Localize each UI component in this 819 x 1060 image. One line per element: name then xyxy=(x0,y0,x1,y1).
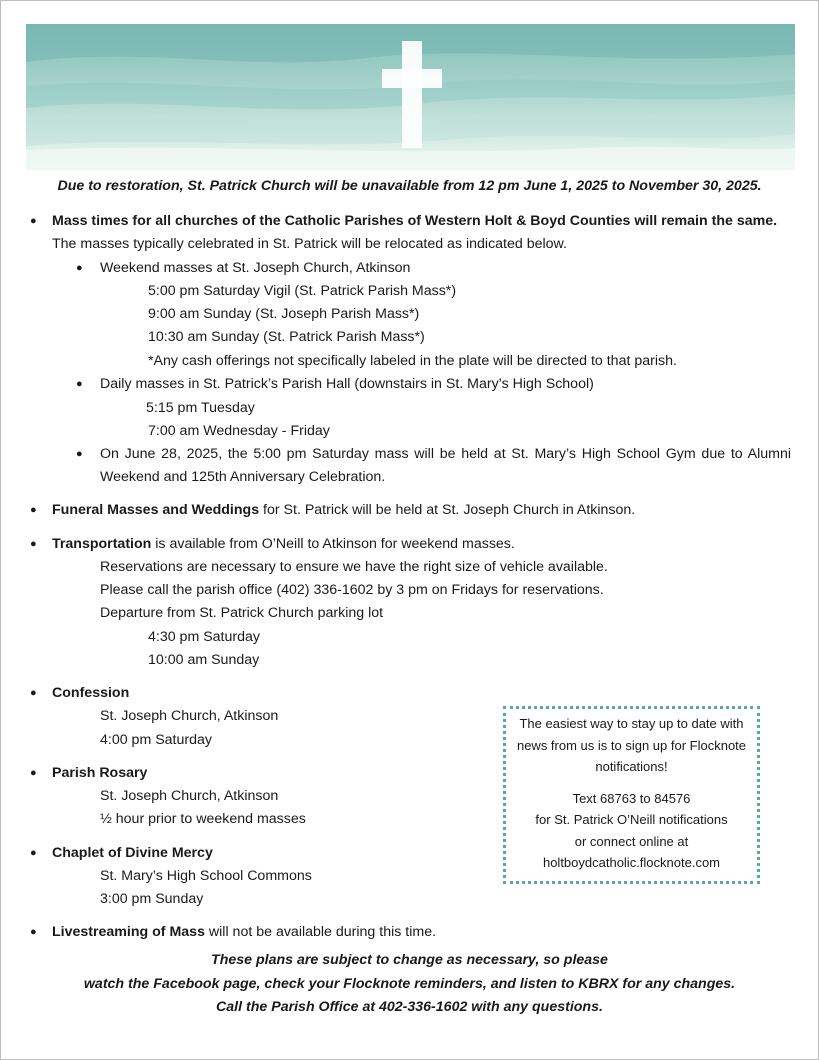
bullet-icon: ● xyxy=(30,926,37,938)
daily-time: 7:00 am Wednesday - Friday xyxy=(148,423,330,439)
livestream-item xyxy=(52,922,436,942)
notice-line: The easiest way to stay up to date with xyxy=(519,716,744,731)
confession-place: St. Joseph Church, Atkinson xyxy=(100,708,279,724)
bullet-icon: ● xyxy=(30,687,37,699)
chaplet-title: Chaplet of Divine Mercy xyxy=(52,845,213,861)
weekend-time: 9:00 am Sunday (St. Joseph Parish Mass*) xyxy=(148,306,420,322)
funerals-text: for St. Patrick will be held at St. Joseph Church in Atkinson. xyxy=(259,502,636,518)
chaplet-place: St. Mary’s High School Commons xyxy=(100,868,312,884)
notice-line: or connect online at xyxy=(574,833,689,849)
daily-masses-label: Daily masses in St. Patrick’s Parish Hall (downstairs in St. Mary’s High School) xyxy=(100,376,594,392)
offering-note: *Any cash offerings not specifically labeled in the plate will be directed to that parish. xyxy=(148,353,677,369)
weekend-masses-label: Weekend masses at St. Joseph Church, Atkinson xyxy=(100,260,411,276)
transportation-detail: Please call the parish office (402) 336-1602 by 3 pm on Fridays for reservations. xyxy=(100,582,604,598)
header-banner xyxy=(26,24,795,170)
flocknote-url: holtboydcatholic.flocknote.com xyxy=(542,855,721,870)
bullet-icon: ● xyxy=(76,378,83,390)
transportation-time: 4:30 pm Saturday xyxy=(148,629,260,645)
daily-time: 5:15 pm Tuesday xyxy=(146,400,255,416)
mass-times-intro-text: The masses typically celebrated in St. Patrick will be relocated as indicated below. xyxy=(52,236,567,252)
mass-times-intro-bold: Mass times for all churches of the Catholic Parishes of Western Holt & Boyd Counties will remain the same. xyxy=(52,213,778,229)
restoration-headline: Due to restoration, St. Patrick Church will be unavailable from 12 pm June 1, 2025 to November 30, 2025. xyxy=(57,178,762,194)
rosary-place: St. Joseph Church, Atkinson xyxy=(100,788,279,804)
bullet-icon: ● xyxy=(76,448,83,460)
footer-line: watch the Facebook page, check your Flocknote reminders, and listen to KBRX for any changes. xyxy=(83,976,736,992)
notice-line: notifications! xyxy=(595,759,668,774)
june28-notice-line2: Weekend and 125th Anniversary Celebration. xyxy=(100,469,386,485)
weekend-time: 10:30 am Sunday (St. Patrick Parish Mass*) xyxy=(148,329,425,345)
funerals-title: Funeral Masses and Weddings xyxy=(52,502,260,518)
notice-line: news from us is to sign up for Flocknote xyxy=(516,737,747,753)
notice-line: Text 68763 to 84576 xyxy=(572,790,691,806)
flocknote-notice-box xyxy=(503,706,760,884)
rosary-time: ½ hour prior to weekend masses xyxy=(100,811,306,827)
livestream-text: will not be available during this time. xyxy=(204,924,437,940)
footer-line: Call the Parish Office at 402-336-1602 with any questions. xyxy=(216,999,603,1015)
confession-title: Confession xyxy=(52,685,130,701)
bullet-icon: ● xyxy=(30,215,37,227)
transportation-text: is available from O’Neill to Atkinson for weekend masses. xyxy=(151,536,515,552)
june28-notice-line1: On June 28, 2025, the 5:00 pm Saturday mass will be held at St. Mary’s High School Gym due to Alumni xyxy=(100,446,791,462)
transportation-detail: Departure from St. Patrick Church parking lot xyxy=(100,605,384,621)
bullet-icon: ● xyxy=(30,504,37,516)
livestream-title: Livestreaming of Mass xyxy=(52,924,205,940)
notice-line: for St. Patrick O’Neill notifications xyxy=(535,812,728,827)
bullet-icon: ● xyxy=(30,538,37,550)
transportation-item xyxy=(52,534,515,554)
transportation-title: Transportation xyxy=(52,536,152,552)
bullet-icon: ● xyxy=(76,262,83,274)
footer-line: These plans are subject to change as necessary, so please xyxy=(211,952,608,968)
funerals-item xyxy=(52,500,635,520)
transportation-detail: Reservations are necessary to ensure we have the right size of vehicle available. xyxy=(100,559,608,575)
confession-time: 4:00 pm Saturday xyxy=(100,732,212,748)
bullet-icon: ● xyxy=(30,767,37,779)
transportation-time: 10:00 am Sunday xyxy=(148,652,260,668)
bullet-icon: ● xyxy=(30,847,37,859)
chaplet-time: 3:00 pm Sunday xyxy=(100,891,204,907)
rosary-title: Parish Rosary xyxy=(52,765,148,781)
weekend-time: 5:00 pm Saturday Vigil (St. Patrick Parish Mass*) xyxy=(148,283,457,299)
